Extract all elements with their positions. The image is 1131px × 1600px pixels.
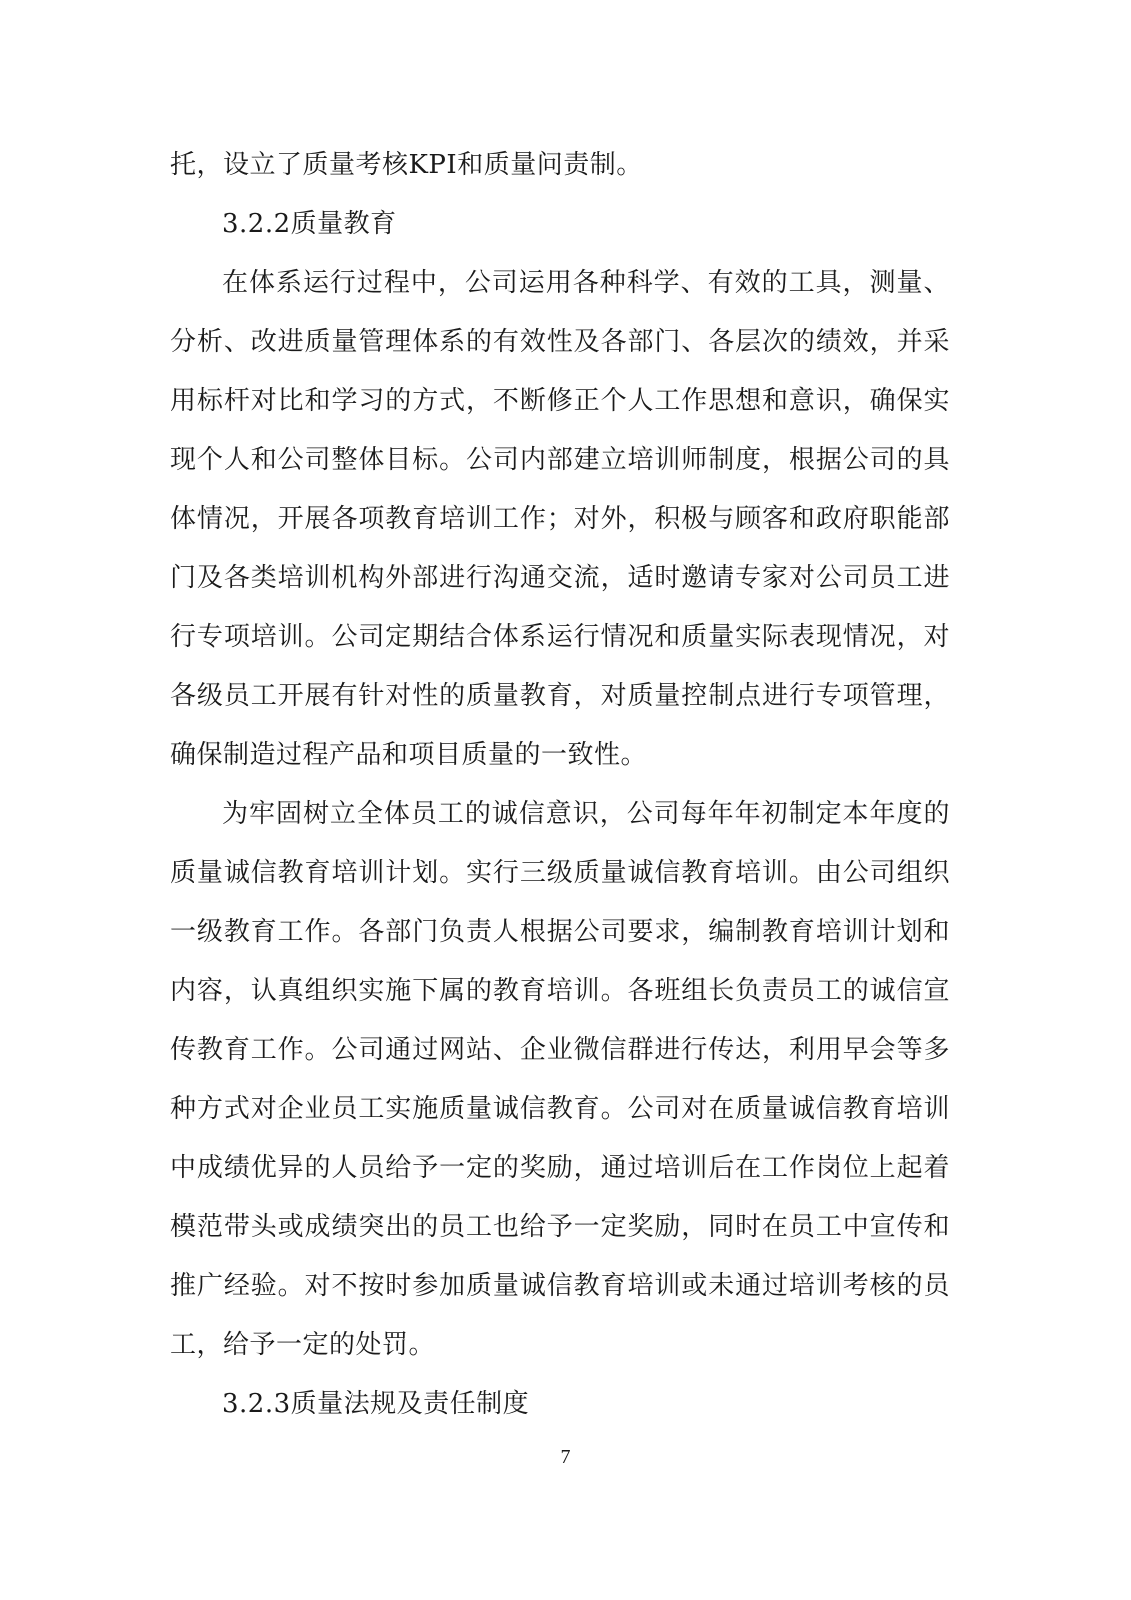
section-heading-3-2-3: 3.2.3质量法规及责任制度: [222, 1389, 530, 1419]
body-paragraph: 为牢固树立全体员工的诚信意识，公司每年年初制定本年度的质量诚信教育培训计划。实行三级质量诚信教育培训。由公司组织一级教育工作。各部门负责人根据公司要求，编制教育培训计划和内容，认真组织实施下属的教育培训。各班组长负责员工的诚信宣传教育工作。公司通过网站、企业微信群进行传达，利用早会等多种方式对企业员工实施质量诚信教育。公司对在质量诚信教育培训中成绩优异的人员给予一定的奖励，通过培训后在工作岗位上起着模范带头或成绩突出的员工也给予一定奖励，同时在员工中宣传和推广经验。对不按时参加质量诚信教育培训或未通过培训考核的员工，给予一定的处罚。: [170, 799, 950, 1360]
document-body: [170, 136, 950, 1434]
continuation-paragraph: 托，设立了质量考核KPI和质量问责制。: [170, 150, 643, 180]
page-number: 7: [560, 1446, 571, 1468]
body-paragraph: 在体系运行过程中，公司运用各种科学、有效的工具，测量、分析、改进质量管理体系的有效性及各部门、各层次的绩效，并采用标杆对比和学习的方式，不断修正个人工作思想和意识，确保实现个人和公司整体目标。公司内部建立培训师制度，根据公司的具体情况，开展各项教育培训工作；对外，积极与顾客和政府职能部门及各类培训机构外部进行沟通交流，适时邀请专家对公司员工进行专项培训。公司定期结合体系运行情况和质量实际表现情况，对各级员工开展有针对性的质量教育，对质量控制点进行专项管理，确保制造过程产品和项目质量的一致性。: [170, 268, 950, 770]
section-heading-3-2-2: 3.2.2质量教育: [222, 209, 397, 239]
